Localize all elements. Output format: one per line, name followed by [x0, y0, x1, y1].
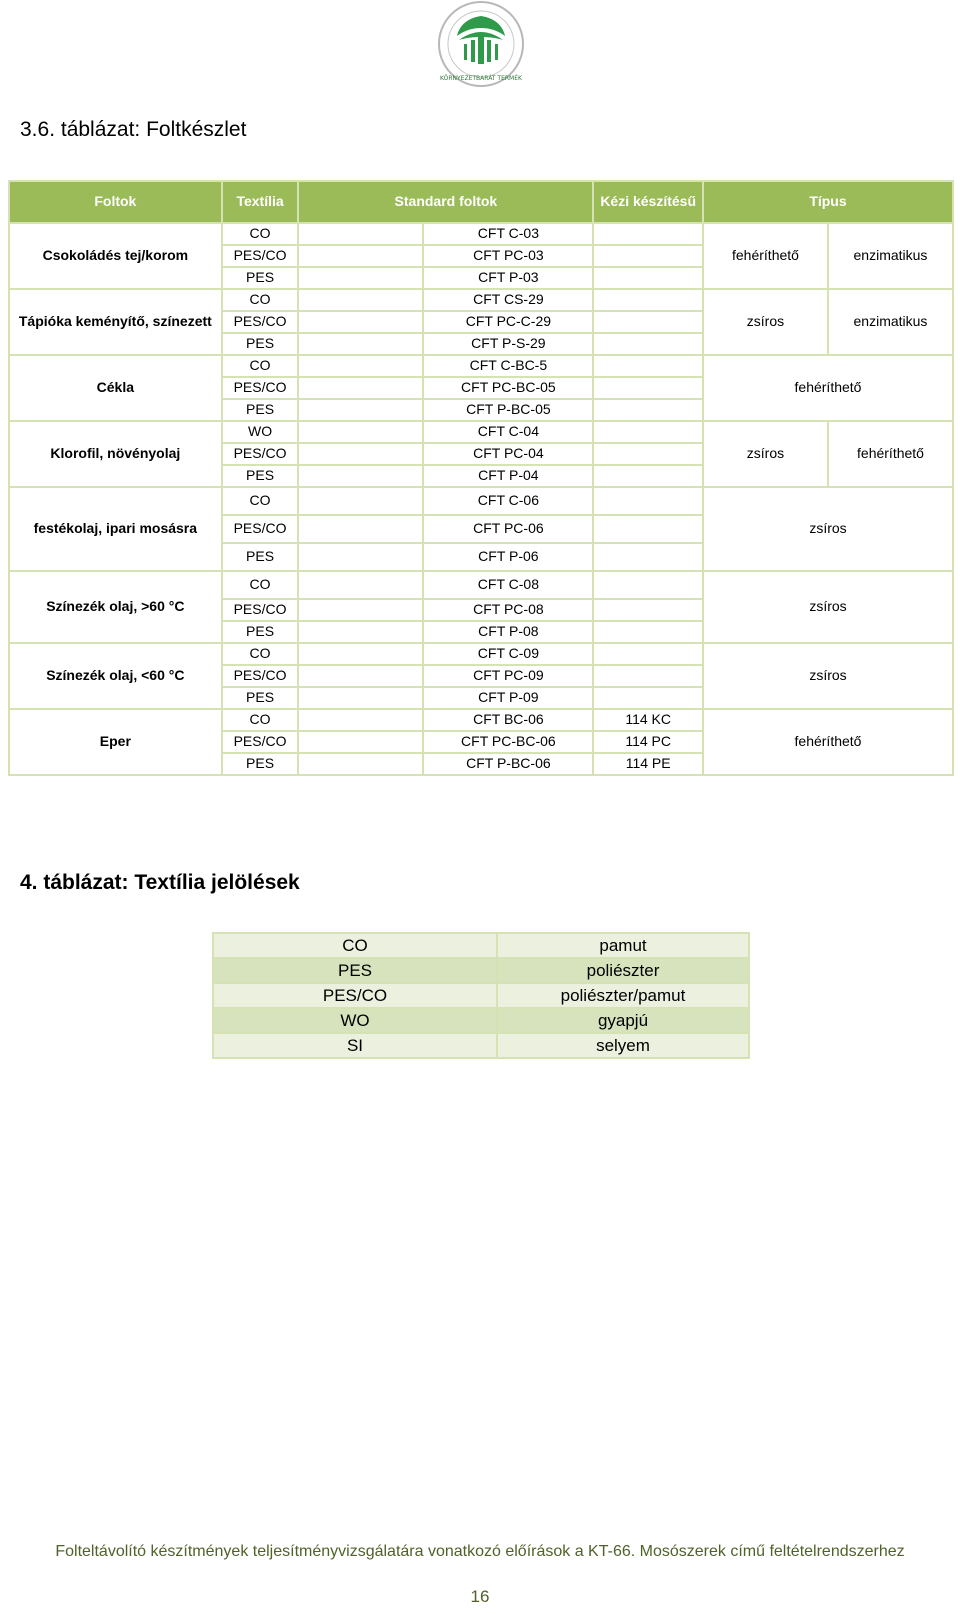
textile-cell: PES: [222, 687, 299, 709]
type-cell: zsíros: [703, 289, 828, 355]
table-row: [213, 1033, 749, 1058]
footer-text: Folteltávolító készítmények teljesítményvizsgálatára vonatkozó előírások a KT-66. Mosószerek című feltételrendszerhez: [55, 1543, 905, 1560]
textile-cell: PES: [222, 543, 299, 571]
textile-cell: CO: [222, 643, 299, 665]
standard-code: CFT PC-BC-06: [423, 731, 593, 753]
textile-cell: PES/CO: [222, 311, 299, 333]
manual-cell: [593, 443, 703, 465]
table-row: [213, 983, 749, 1008]
textile-cell: PES: [222, 465, 299, 487]
table-row: [9, 709, 953, 731]
manual-cell: [593, 543, 703, 571]
header-stains: Foltok: [9, 181, 222, 223]
manual-cell: [593, 465, 703, 487]
type-cell: zsíros: [703, 643, 953, 709]
standard-code: CFT C-04: [423, 421, 593, 443]
manual-cell: [593, 223, 703, 245]
manual-cell: [593, 355, 703, 377]
textile-cell: CO: [222, 709, 299, 731]
textile-cell: PES: [222, 333, 299, 355]
textile-meaning: selyem: [497, 1033, 749, 1058]
textile-cell: PES: [222, 621, 299, 643]
textile-cell: PES: [222, 753, 299, 775]
standard-code: CFT P-03: [423, 267, 593, 289]
header-type: Típus: [703, 181, 953, 223]
textile-meaning: poliészter: [497, 958, 749, 983]
standard-code: CFT P-04: [423, 465, 593, 487]
manual-cell: [593, 487, 703, 515]
stain-name: Eper: [9, 709, 222, 775]
stain-name: Klorofil, növényolaj: [9, 421, 222, 487]
standard-code: CFT P-06: [423, 543, 593, 571]
standard-code: CFT PC-08: [423, 599, 593, 621]
table-row: [213, 933, 749, 958]
manual-cell: [593, 377, 703, 399]
standard-code: CFT PC-C-29: [423, 311, 593, 333]
table-row: [9, 223, 953, 245]
table-row: [213, 958, 749, 983]
type-cell: fehéríthető: [703, 355, 953, 421]
stain-name: Csokoládés tej/korom: [9, 223, 222, 289]
standard-code: CFT C-BC-5: [423, 355, 593, 377]
type-cell: zsíros: [703, 421, 828, 487]
table-row: [9, 571, 953, 599]
manual-cell: [593, 599, 703, 621]
table-row: [213, 1008, 749, 1033]
textile-cell: CO: [222, 571, 299, 599]
textile-cell: PES: [222, 267, 299, 289]
stain-name: Tápióka keményítő, színezett: [9, 289, 222, 355]
table-title-stains: 3.6. táblázat: Foltkészlet: [20, 118, 247, 141]
textile-cell: PES/CO: [222, 731, 299, 753]
standard-code: CFT C-03: [423, 223, 593, 245]
logo-text: KÖRNYEZETBARÁT TERMÉK: [440, 75, 522, 82]
standard-code: CFT C-06: [423, 487, 593, 515]
manual-cell: [593, 267, 703, 289]
textile-code: PES/CO: [213, 983, 497, 1008]
stain-name: Cékla: [9, 355, 222, 421]
type-cell: zsíros: [703, 571, 953, 643]
type-cell: zsíros: [703, 487, 953, 571]
stain-name: festékolaj, ipari mosásra: [9, 487, 222, 571]
standard-code: CFT CS-29: [423, 289, 593, 311]
standard-code: CFT P-08: [423, 621, 593, 643]
stain-set-table: [8, 180, 954, 776]
type-cell: fehéríthető: [703, 223, 828, 289]
standard-code: CFT P-S-29: [423, 333, 593, 355]
textile-cell: PES: [222, 399, 299, 421]
header-textile: Textília: [222, 181, 299, 223]
standard-code: CFT P-BC-06: [423, 753, 593, 775]
standard-code: CFT PC-09: [423, 665, 593, 687]
textile-meaning: poliészter/pamut: [497, 983, 749, 1008]
standard-code: CFT BC-06: [423, 709, 593, 731]
textile-cell: CO: [222, 487, 299, 515]
textile-cell: WO: [222, 421, 299, 443]
manual-cell: [593, 571, 703, 599]
textile-cell: CO: [222, 223, 299, 245]
stain-name: Színezék olaj, <60 °C: [9, 643, 222, 709]
manual-cell: [593, 421, 703, 443]
standard-code: CFT C-08: [423, 571, 593, 599]
table-title-textile: 4. táblázat: Textília jelölések: [20, 871, 300, 894]
manual-cell: 114 PC: [593, 731, 703, 753]
type-cell: enzimatikus: [828, 223, 953, 289]
textile-code: WO: [213, 1008, 497, 1033]
textile-cell: CO: [222, 289, 299, 311]
textile-code: SI: [213, 1033, 497, 1058]
eco-label-logo: [437, 0, 525, 88]
standard-code: CFT P-09: [423, 687, 593, 709]
standard-code: CFT PC-BC-05: [423, 377, 593, 399]
table-row: [9, 289, 953, 311]
manual-cell: [593, 333, 703, 355]
standard-code: CFT PC-04: [423, 443, 593, 465]
standard-code: CFT PC-06: [423, 515, 593, 543]
stain-name: Színezék olaj, >60 °C: [9, 571, 222, 643]
textile-cell: CO: [222, 355, 299, 377]
manual-cell: [593, 311, 703, 333]
textile-cell: PES/CO: [222, 245, 299, 267]
textile-code: PES: [213, 958, 497, 983]
textile-cell: PES/CO: [222, 443, 299, 465]
textile-cell: PES/CO: [222, 515, 299, 543]
type-cell: fehéríthető: [703, 709, 953, 775]
table-row: [9, 643, 953, 665]
textile-cell: PES/CO: [222, 665, 299, 687]
type-cell: fehéríthető: [828, 421, 953, 487]
manual-cell: [593, 245, 703, 267]
standard-code: CFT C-09: [423, 643, 593, 665]
table-row: [9, 487, 953, 515]
type-cell: enzimatikus: [828, 289, 953, 355]
manual-cell: [593, 399, 703, 421]
manual-cell: [593, 643, 703, 665]
standard-code: CFT P-BC-05: [423, 399, 593, 421]
header-row: [9, 181, 953, 223]
page-number: 16: [470, 1587, 490, 1606]
manual-cell: 114 PE: [593, 753, 703, 775]
textile-meaning: gyapjú: [497, 1008, 749, 1033]
table-row: [9, 421, 953, 443]
header-manual: Kézi készítésű: [593, 181, 703, 223]
manual-cell: [593, 289, 703, 311]
manual-cell: [593, 515, 703, 543]
header-standard: Standard foltok: [298, 181, 593, 223]
manual-cell: [593, 665, 703, 687]
textile-code: CO: [213, 933, 497, 958]
manual-cell: [593, 687, 703, 709]
table-row: [9, 355, 953, 377]
textile-meaning: pamut: [497, 933, 749, 958]
textile-codes-table: [212, 932, 750, 1059]
standard-code: CFT PC-03: [423, 245, 593, 267]
textile-cell: PES/CO: [222, 599, 299, 621]
manual-cell: 114 KC: [593, 709, 703, 731]
manual-cell: [593, 621, 703, 643]
textile-cell: PES/CO: [222, 377, 299, 399]
